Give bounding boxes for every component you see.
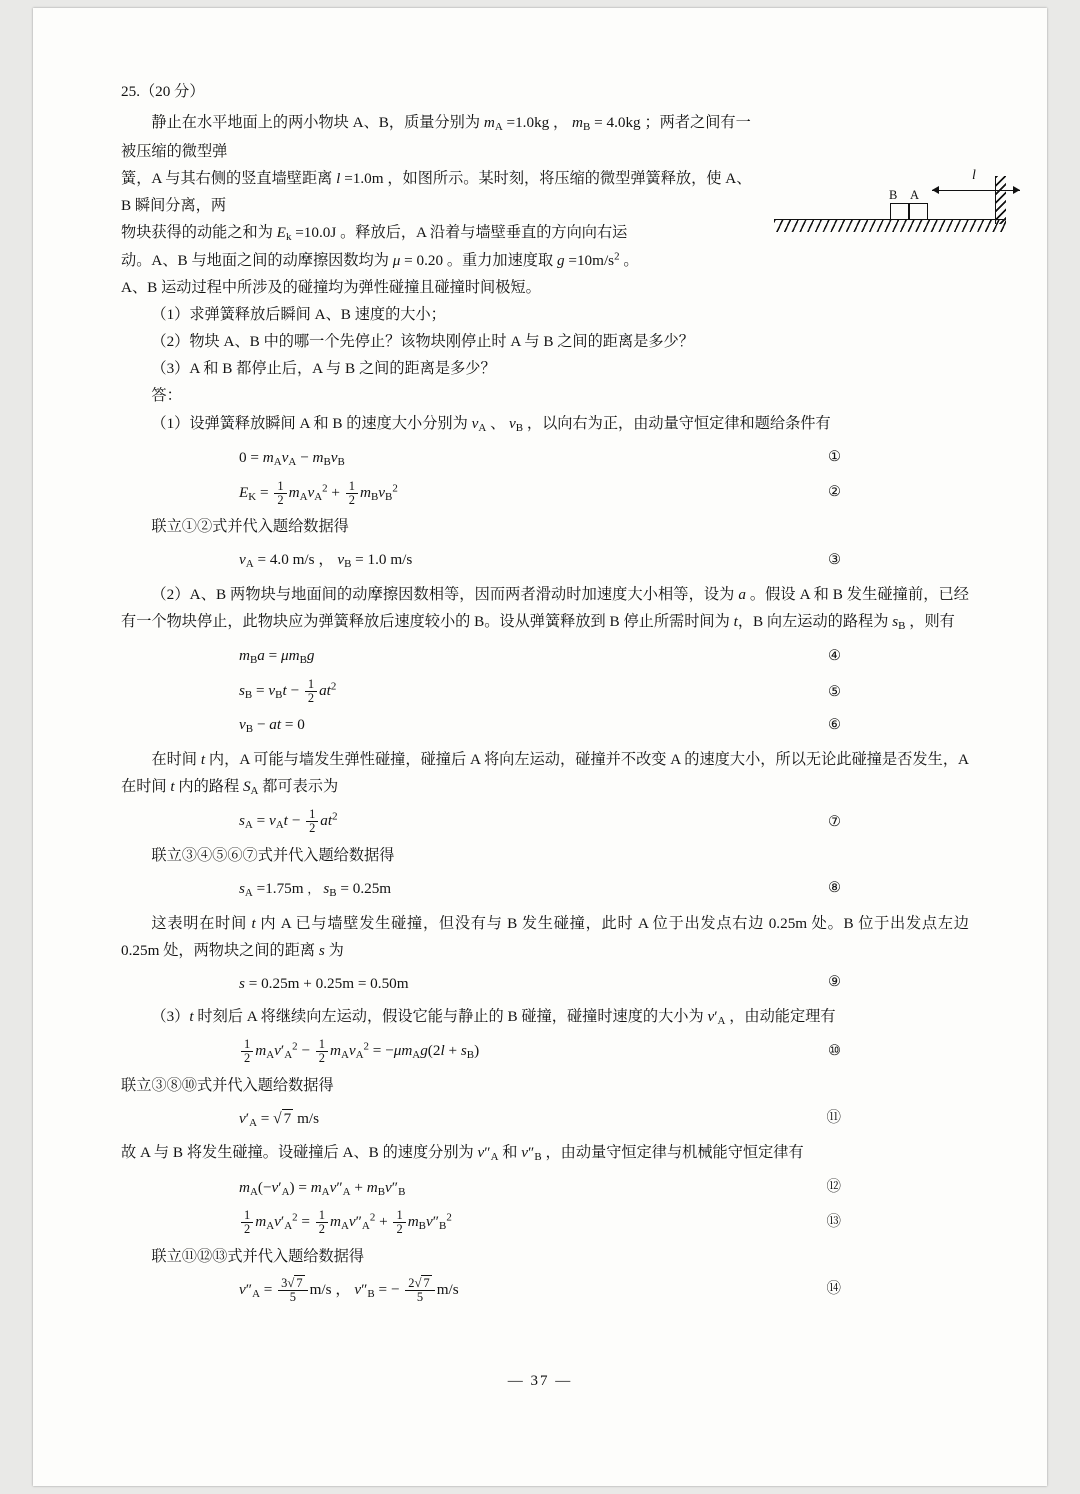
equation-6: $v_B$ − at = 0 ⑥ <box>121 711 969 740</box>
stem-line-1: 静止在水平地面上的两小物块 A、B，质量分别为 $m_A =1.0kg$ ， $m_B = 4.0kg$ ；两者之间有一被压缩的微型弹 <box>121 114 751 160</box>
wall-hatching-icon <box>995 176 1006 224</box>
solution-p4: 在时间 t 内，A 可能与墙发生弹性碰撞，碰撞后 A 将向左运动，碰撞并不改变 A 的速度大小，所以无论此碰撞是否发生，A 在时间 t 内的路程 $S_A$ 都可表示为 <box>121 750 970 797</box>
stem-line-5: A、B 运动过程中所涉及的碰撞均为弹性碰撞且碰撞时间极短。 <box>121 279 541 297</box>
equation-9-number: ⑨ <box>828 974 841 991</box>
equation-14-number: ⑭ <box>826 1281 841 1298</box>
stem-line-4: 动。A、B 与地面之间的动摩擦因数均为 μ = 0.20 。重力加速度取 $g =10m/s^2$ 。 <box>121 250 639 270</box>
equation-10: $\frac{1}{2}$ $m_Av'_A^2$ − $\frac{1}{2}$ $m_Av_A^2 = -\mu m_Ag(2l + s_B)$ ⑩ <box>121 1037 969 1066</box>
solution-p3: （2）A、B 两物块与地面间的动摩擦因数相等，因而两者滑动时加速度大小相等，设为 a 。假设 A 和 B 发生碰撞前，已经有一个物块停止，此物块应为弹簧释放后速度较小的 B。设从弹簧释放到 B 停止所需时间为 t，B 向左运动的路程为 $s_B$ ，则有 <box>121 585 969 632</box>
solution-p10: 联立⑪⑫⑬式并代入题给数据得 <box>151 1247 365 1265</box>
equation-3-number: ③ <box>828 551 841 568</box>
equation-7-number: ⑦ <box>828 814 841 831</box>
figure-label-b: B <box>889 188 898 202</box>
block-b-shape <box>890 203 909 220</box>
equation-9: s = 0.25m + 0.25m = 0.50m ⑨ <box>121 970 969 997</box>
equation-3: $v_A = 4.0$ m/s ， $v_B = 1.0$ m/s ③ <box>121 546 969 575</box>
equation-4-number: ④ <box>828 647 841 664</box>
equation-10-number: ⑩ <box>828 1042 841 1059</box>
figure-label-a: A <box>910 188 920 202</box>
solution-p1: （1）设弹簧释放瞬间 A 和 B 的速度大小分别为 $v_A$ 、 $v_B$ ，以向右为正，由动量守恒定律和题给条件有 <box>151 414 831 434</box>
question-2: （2）物块 A、B 中的哪一个先停止？该物块刚停止时 A 与 B 之间的距离是多少？ <box>151 333 694 351</box>
equation-7: $s_A = v_At$ − $\frac{1}{2}$ $at^2$ ⑦ <box>239 807 841 836</box>
answer-label: 答： <box>151 387 182 405</box>
equation-11-number: ⑪ <box>826 1110 841 1127</box>
document-body <box>121 78 969 1305</box>
equation-4: $m_Ba = \mu m_Bg$ ④ <box>121 642 969 671</box>
page-content <box>33 8 1047 1486</box>
equation-11: $v'_A$ = √ 7 m/s ⑪ <box>121 1105 969 1134</box>
problem-number: 25.（20 分） <box>121 83 205 100</box>
stem-line-3: 物块获得的动能之和为 $E_k =10.0J$ 。释放后，A 沿着与墙壁垂直的方向向右运 <box>121 223 628 243</box>
equation-6-number: ⑥ <box>828 716 841 733</box>
equation-14: $v''_A$ = $\frac{3√ 7}{5}$ m/s ， $v''_B$ = − $\frac{2√ 7}{5}$ m/s ⑭ <box>239 1275 841 1305</box>
question-1: （1）求弹簧释放后瞬间 A、B 速度的大小； <box>151 306 446 324</box>
page-number: — 37 — <box>507 1373 573 1389</box>
ground-hatching-icon <box>774 219 1006 232</box>
question-3: （3）A 和 B 都停止后，A 与 B 之间的距离是多少？ <box>151 360 496 378</box>
distance-arrow <box>932 168 1020 191</box>
solution-p6: 这表明在时间 t 内 A 已与墙壁发生碰撞，但没有与 B 发生碰撞，此时 A 位于出发点右边 0.25m 处。B 位于出发点左边 0.25m 处，两物块之间的距离 s 为 <box>121 914 969 959</box>
equation-2-number: ② <box>828 483 841 500</box>
solution-p2: 联立①②式并代入题给数据得 <box>151 518 349 536</box>
equation-12: $m_A(-v'_A) = m_Av''_A + m_Bv''_B$ ⑫ <box>121 1174 969 1203</box>
equation-13: $\frac{1}{2}$ $m_Av'_A^2$ = $\frac{1}{2}$ $m_Av''_A^2$ + $\frac{1}{2}$ $m_Bv''_B^2$ ⑬ <box>121 1208 969 1237</box>
equation-12-number: ⑫ <box>826 1179 841 1196</box>
equation-8: $s_A =1.75m$ ， $s_B = 0.25m$ ⑧ <box>121 875 969 904</box>
block-a-shape <box>909 203 928 220</box>
solution-p8: 联立③⑧⑩式并代入题给数据得 <box>121 1076 334 1094</box>
equation-8-number: ⑧ <box>828 880 841 897</box>
solution-p7: （3）t 时刻后 A 将继续向左运动，假设它能与静止的 B 碰撞，碰撞时速度的大小为 $v'_A$ ，由动能定理有 <box>151 1007 836 1027</box>
equation-5-number: ⑤ <box>828 683 841 700</box>
equation-13-number: ⑬ <box>826 1213 841 1230</box>
stem-line-2: 簧，A 与其右侧的竖直墙壁距离 l =1.0m ，如图所示。某时刻，将压缩的微型弹簧释放，使 A、B 瞬间分离，两 <box>121 169 752 214</box>
equation-5: $s_B = v_Bt$ − $\frac{1}{2}$ $at^2$ ⑤ <box>239 676 841 705</box>
scanned-page <box>33 8 1047 1486</box>
solution-p5: 联立③④⑤⑥⑦式并代入题给数据得 <box>151 846 395 864</box>
equation-2: $E_K$ = $\frac{1}{2}$ $m_Av_A^2$ + $\frac{1}{2}$ $m_Bv_B^2$ ② <box>239 478 841 507</box>
equation-1: $0 = m_Av_A - m_Bv_B$ ① <box>121 444 969 473</box>
problem-figure <box>774 168 1006 242</box>
distance-label: l <box>972 168 976 183</box>
equation-1-number: ① <box>828 449 841 466</box>
solution-p9: 故 A 与 B 将发生碰撞。设碰撞后 A、B 的速度分别为 $v''_A$ 和 $v''_B$ ，由动量守恒定律与机械能守恒定律有 <box>121 1144 804 1164</box>
